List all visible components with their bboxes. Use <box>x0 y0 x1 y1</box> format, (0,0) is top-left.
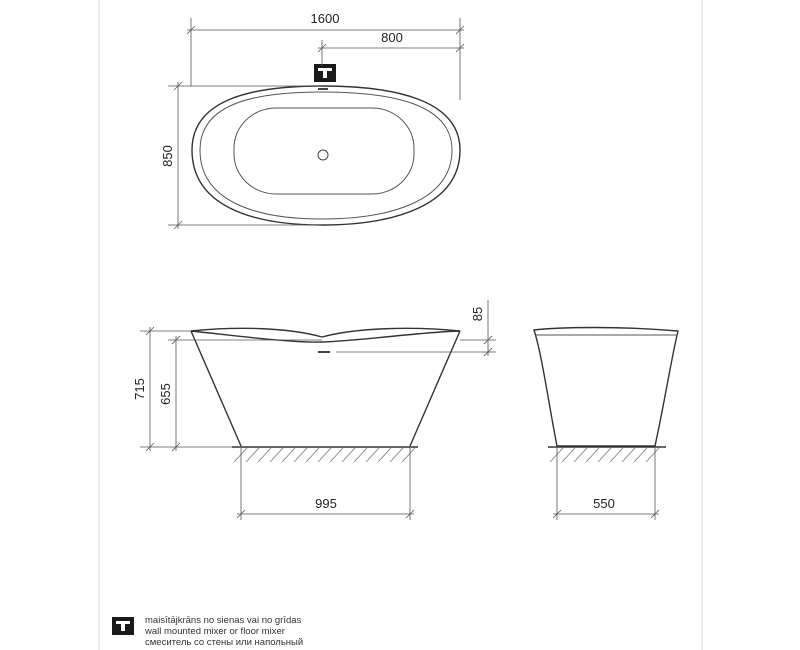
dimension-body-height-655 <box>158 336 322 451</box>
dimension-label: 995 <box>315 496 337 511</box>
dimension-label: 715 <box>132 378 147 400</box>
dimension-width-850 <box>160 82 322 229</box>
dimension-label: 655 <box>158 383 173 405</box>
dimension-label: 850 <box>160 145 175 167</box>
legend-line-russian: смеситель со стены или напольный <box>145 637 304 648</box>
dimension-base-995 <box>237 447 414 520</box>
dimension-total-height-715 <box>132 327 232 451</box>
ground-hatch <box>234 448 415 462</box>
wall-mixer-icon <box>112 617 134 635</box>
legend-line-english: wall mounted mixer or floor mixer <box>145 626 285 637</box>
dimension-label: 1600 <box>310 11 340 26</box>
ground-hatch <box>550 448 659 462</box>
dimension-drain-offset-800 <box>318 30 464 66</box>
side-view <box>132 300 496 520</box>
legend-line-latvian: maisītājkrāns no sienas vai no grīdas <box>145 615 302 626</box>
end-view-body <box>534 328 678 447</box>
dimension-label: 800 <box>381 30 403 45</box>
wall-mixer-icon <box>314 64 336 82</box>
top-view-basin <box>234 108 414 194</box>
dimension-label: 550 <box>593 496 615 511</box>
legend <box>112 615 303 648</box>
side-view-body <box>191 331 460 446</box>
top-view <box>160 11 464 229</box>
drain-icon <box>318 150 328 160</box>
dimension-label: 85 <box>470 306 485 322</box>
end-view <box>534 328 678 521</box>
dimension-base-550 <box>553 447 659 520</box>
